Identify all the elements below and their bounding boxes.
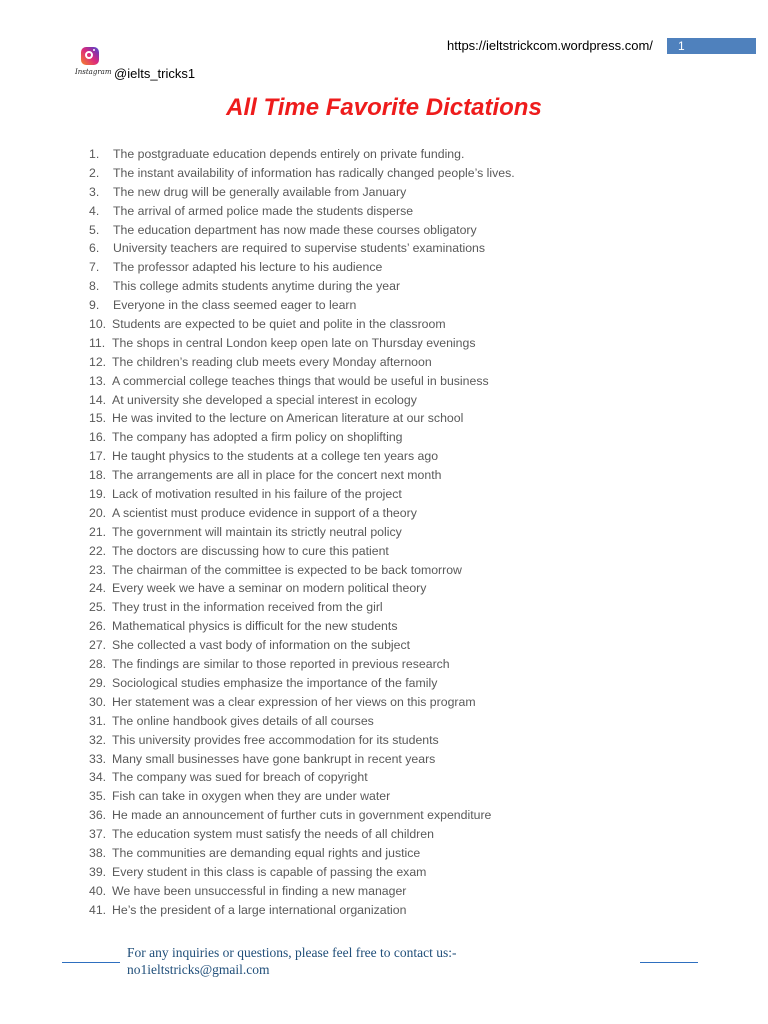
list-item-number: 12. <box>89 354 107 369</box>
list-item-number: 24. <box>89 581 107 596</box>
list-item-text: Her statement was a clear expression of her views on this program <box>112 694 476 709</box>
list-item-text: Students are expected to be quiet and polite in the classroom <box>112 317 446 332</box>
list-item-text: The education department has now made these courses obligatory <box>113 222 477 237</box>
list-item-text: He made an announcement of further cuts in government expenditure <box>112 808 492 823</box>
list-item-number: 27. <box>89 638 107 653</box>
list-item-text: The shops in central London keep open late on Thursday evenings <box>112 335 476 350</box>
list-item-text: The company was sued for breach of copyright <box>112 770 368 785</box>
list-item-number: 31. <box>89 713 107 728</box>
list-item-number: 39. <box>89 864 107 879</box>
list-item-text: Fish can take in oxygen when they are under water <box>112 789 391 804</box>
list-item-text: She collected a vast body of information on the subject <box>112 638 411 653</box>
list-item-text: The new drug will be generally available from January <box>113 184 407 199</box>
list-item-number: 9. <box>89 298 100 313</box>
footer-rule-right <box>640 962 698 963</box>
list-item-text: The education system must satisfy the needs of all children <box>112 827 434 842</box>
list-item-text: Everyone in the class seemed eager to learn <box>113 298 357 313</box>
footer-email[interactable]: no1ieltstricks@gmail.com <box>127 962 270 977</box>
list-item-number: 40. <box>89 883 107 898</box>
list-item-number: 11. <box>89 335 106 350</box>
instagram-handle: @ielts_tricks1 <box>114 66 196 81</box>
list-item-number: 14. <box>89 392 107 407</box>
list-item-text: The arrangements are all in place for the concert next month <box>112 468 442 483</box>
list-item-text: University teachers are required to supervise students’ examinations <box>113 241 486 256</box>
list-item-number: 37. <box>89 827 107 842</box>
list-item-number: 5. <box>89 222 100 237</box>
list-item-number: 18. <box>89 468 107 483</box>
list-item-text: We have been unsuccessful in finding a new manager <box>112 883 407 898</box>
list-item-number: 36. <box>89 808 107 823</box>
list-item-text: The doctors are discussing how to cure this patient <box>112 543 389 558</box>
list-item-number: 13. <box>89 373 107 388</box>
list-item-text: At university she developed a special interest in ecology <box>112 392 417 407</box>
list-item-number: 3. <box>89 184 100 199</box>
footer-inquiry-text: For any inquiries or questions, please feel free to contact us:- <box>127 945 457 960</box>
instagram-wordmark: Instagram <box>75 68 112 76</box>
list-item-number: 10. <box>89 317 107 332</box>
list-item-number: 38. <box>89 845 107 860</box>
page-number-box: 1 <box>667 38 756 54</box>
list-item-number: 33. <box>89 751 107 766</box>
list-item-text: Every week we have a seminar on modern political theory <box>112 581 427 596</box>
list-item-text: Mathematical physics is difficult for the new students <box>112 619 398 634</box>
list-item-number: 4. <box>89 203 100 218</box>
list-item-number: 2. <box>89 165 100 180</box>
list-item-text: Many small businesses have gone bankrupt in recent years <box>112 751 436 766</box>
list-item-number: 16. <box>89 430 107 445</box>
list-item-number: 41. <box>89 902 107 917</box>
document-title: All Time Favorite Dictations <box>226 94 542 121</box>
list-item-text: Every student in this class is capable of passing the exam <box>112 864 427 879</box>
list-item-text: The arrival of armed police made the students disperse <box>113 203 414 218</box>
list-item-number: 26. <box>89 619 107 634</box>
list-item-text: The postgraduate education depends entirely on private funding. <box>113 147 465 161</box>
list-item-text: He was invited to the lecture on American literature at our school <box>112 411 464 426</box>
list-item-number: 15. <box>89 411 107 426</box>
list-item-number: 25. <box>89 600 107 615</box>
footer-contact <box>127 944 567 978</box>
list-item-number: 34. <box>89 770 107 785</box>
list-item-text: He taught physics to the students at a college ten years ago <box>112 449 439 464</box>
list-item-number: 7. <box>89 260 100 275</box>
list-item-number: 30. <box>89 694 107 709</box>
list-item-number: 20. <box>89 505 107 520</box>
list-item-number: 35. <box>89 789 107 804</box>
list-item-number: 29. <box>89 675 107 690</box>
list-item-number: 22. <box>89 543 107 558</box>
list-item-text: The company has adopted a firm policy on shoplifting <box>112 430 403 445</box>
list-item-number: 17. <box>89 449 107 464</box>
list-item-text: He’s the president of a large international organization <box>112 902 407 917</box>
list-item-text: The government will maintain its strictly neutral policy <box>112 524 402 539</box>
list-item-text: The communities are demanding equal rights and justice <box>112 845 421 860</box>
list-item-text: The chairman of the committee is expected to be back tomorrow <box>112 562 462 577</box>
list-item-number: 8. <box>89 279 100 294</box>
footer-rule-left <box>62 962 120 963</box>
instagram-icon <box>81 47 99 65</box>
list-item-text: Sociological studies emphasize the importance of the family <box>112 675 438 690</box>
list-item-number: 21. <box>89 524 107 539</box>
list-item-number: 1. <box>89 147 100 161</box>
list-item-text: A scientist must produce evidence in support of a theory <box>112 505 417 520</box>
list-item-text: This college admits students anytime during the year <box>113 279 401 294</box>
header-url[interactable]: https://ieltstrickcom.wordpress.com/ <box>447 38 653 53</box>
list-item-number: 32. <box>89 732 107 747</box>
list-item-number: 28. <box>89 657 107 672</box>
list-item-text: A commercial college teaches things that would be useful in business <box>112 373 489 388</box>
list-item-text: They trust in the information received from the girl <box>112 600 383 615</box>
list-item-number: 6. <box>89 241 100 256</box>
list-item-text: The children’s reading club meets every Monday afternoon <box>112 354 432 369</box>
list-item-number: 19. <box>89 487 107 502</box>
instagram-logo <box>75 47 112 81</box>
list-item-text: The instant availability of information has radically changed people’s lives. <box>113 165 515 180</box>
list-item-text: This university provides free accommodation for its students <box>112 732 439 747</box>
list-item-number: 23. <box>89 562 107 577</box>
list-item-text: The professor adapted his lecture to his audience <box>113 260 383 275</box>
list-item-text: Lack of motivation resulted in his failure of the project <box>112 487 402 502</box>
list-item-text: The findings are similar to those reported in previous research <box>112 657 450 672</box>
list-item-text: The online handbook gives details of all courses <box>112 713 374 728</box>
